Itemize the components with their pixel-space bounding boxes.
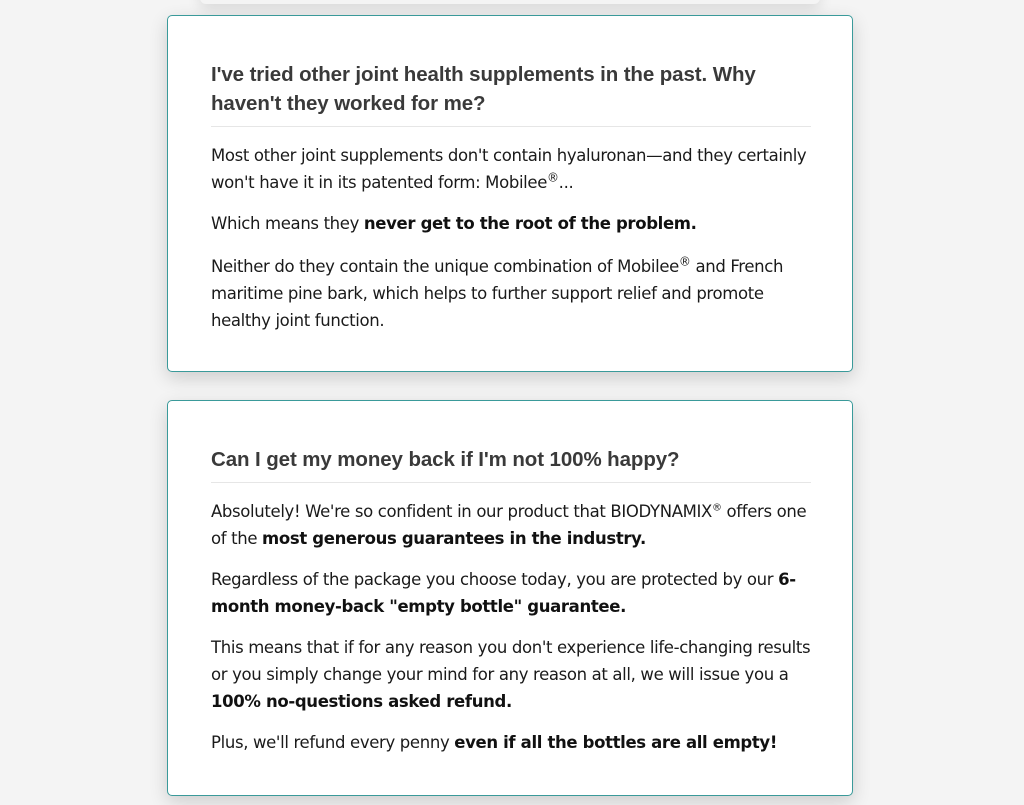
answer-text: and French maritime pine bark, which helps to further support relief and promote healthy joint function.: [211, 257, 784, 330]
answer-paragraph: [211, 253, 811, 334]
answer-bold-text: 6-month money-back "empty bottle" guarantee.: [211, 570, 796, 616]
registered-mark: ®: [712, 502, 722, 514]
faq-answer: [211, 498, 811, 756]
answer-bold-text: never get to the root of the problem.: [363, 214, 697, 233]
faq-question: Can I get my money back if I'm not 100% happy?: [211, 445, 811, 483]
faq-answer: [211, 142, 811, 334]
faq-question: I've tried other joint health supplements in the past. Why haven't they worked for me?: [211, 60, 811, 127]
answer-text: Plus, we'll refund every penny: [211, 733, 455, 752]
answer-paragraph: [211, 634, 811, 715]
answer-text: Regardless of the package you choose today, you are protected by our: [211, 570, 779, 589]
answer-bold-text: most generous guarantees in the industry.: [262, 529, 646, 548]
answer-paragraph: [211, 566, 811, 620]
answer-paragraph: [211, 210, 811, 237]
answer-text: Most other joint supplements don't contain hyaluronan—and they certainly won't have it in its patented form: Mobilee: [211, 146, 807, 192]
previous-card-edge: [200, 0, 820, 4]
answer-paragraph: [211, 729, 811, 756]
faq-card-joint-supplements: [167, 15, 853, 372]
answer-text: offers one of the: [211, 502, 807, 548]
answer-text: This means that if for any reason you don't experience life-changing results or you simply change your mind for any reason at all, we will issue you a: [211, 638, 811, 684]
answer-text: ...: [558, 173, 574, 192]
answer-paragraph: [211, 142, 811, 196]
answer-bold-text: even if all the bottles are all empty!: [454, 733, 778, 752]
answer-text: Absolutely! We're so confident in our product that BIODYNAMIX: [211, 502, 712, 521]
registered-mark: ®: [547, 170, 559, 185]
answer-text: Neither do they contain the unique combination of Mobilee: [211, 257, 679, 276]
registered-mark: ®: [678, 254, 691, 269]
answer-bold-text: 100% no-questions asked refund.: [211, 692, 512, 711]
answer-paragraph: [211, 498, 811, 552]
faq-card-money-back: [167, 400, 853, 796]
answer-text: Which means they: [211, 214, 364, 233]
